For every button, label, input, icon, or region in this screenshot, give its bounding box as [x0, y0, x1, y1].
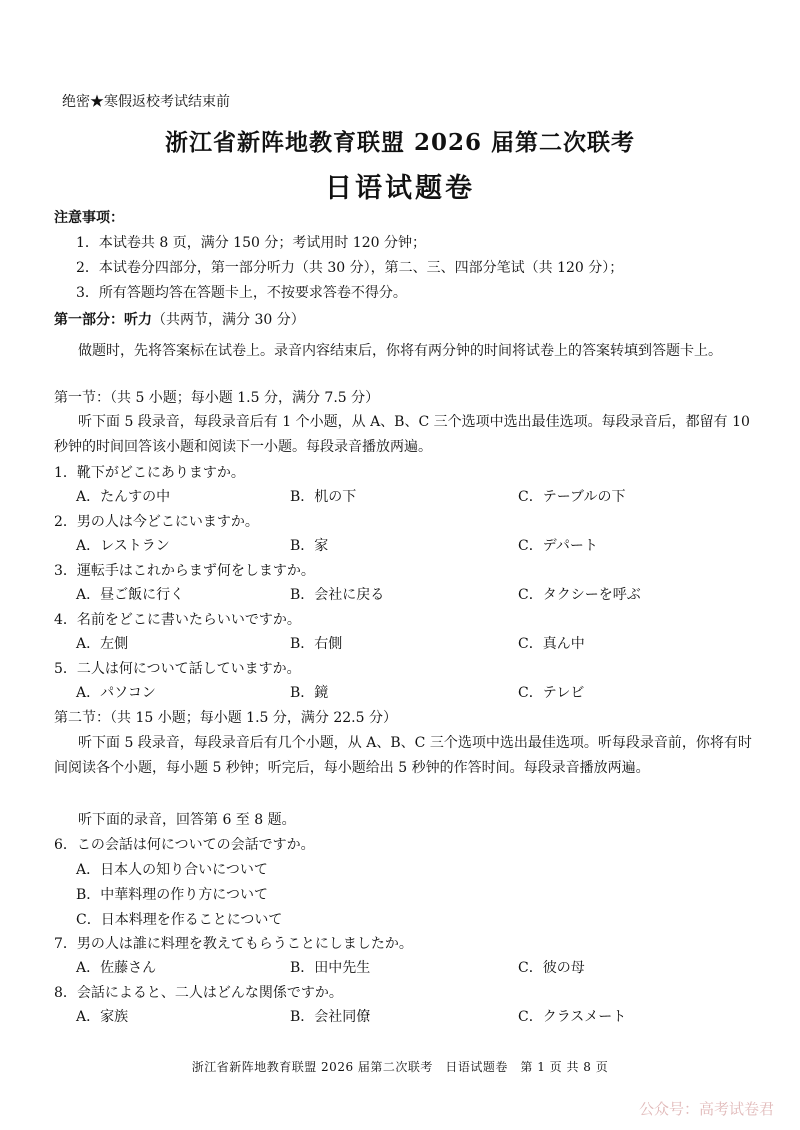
- q8-option-c: C．クラスメート: [518, 1009, 627, 1025]
- question-6: 6．この会話は何についての会話ですか。: [54, 837, 315, 853]
- note-item: 1．本试卷共 8 页，满分 150 分；考试用时 120 分钟；: [76, 235, 426, 251]
- part1-intro: 做题时，先将答案标在试卷上。录音内容结束后，你将有两分钟的时间将试卷上的答案转填到答题卡上。: [78, 343, 722, 359]
- question-7: 7．男の人は誰に料理を教えてもらうことにしましたか。: [54, 936, 413, 952]
- q4-option-b: B．右側: [290, 636, 343, 652]
- note-item: 2．本试卷分四部分，第一部分听力（共 30 分），第二、三、四部分笔试（共 120 分）；: [76, 260, 624, 276]
- q6-option-b: B．中華料理の作り方について: [76, 887, 269, 903]
- q4-option-c: C．真ん中: [518, 636, 585, 652]
- q2-option-b: B．家: [290, 538, 329, 554]
- confidential-label: 绝密★寒假返校考试结束前: [62, 94, 230, 110]
- q2-option-c: C．デパート: [518, 538, 598, 554]
- part1-heading-note: （共两节，满分 30 分）: [152, 312, 305, 328]
- section2-intro: 听下面 5 段录音，每段录音后有几个小题，从 A、B、C 三个选项中选出最佳选项。听每段录音前，你将有时间阅读各个小题，每小题 5 秒钟；听完后，每小题给出 5 秒钟的作答时间。每段录音播放两遍。: [54, 735, 752, 776]
- part1-heading: [54, 310, 305, 330]
- q7-option-b: B．田中先生: [290, 960, 371, 976]
- q1-option-a: A．たんすの中: [76, 489, 171, 505]
- q7-option-a: A．佐藤さん: [76, 960, 157, 976]
- question-4: 4．名前をどこに書いたらいいですか。: [54, 612, 301, 628]
- section1-heading: 第一节：（共 5 小题；每小题 1.5 分，满分 7.5 分）: [54, 390, 380, 406]
- page-footer: 浙江省新阵地教育联盟 2026 届第二次联考 日语试题卷 第 1 页 共 8 页: [191, 1060, 609, 1074]
- note-item: 3．所有答题均答在答题卡上，不按要求答卷不得分。: [76, 285, 407, 301]
- part1-heading-text: 第一部分：听力: [54, 312, 152, 328]
- q4-option-a: A．左側: [76, 636, 129, 652]
- q6-option-c: C．日本料理を作ることについて: [76, 912, 283, 928]
- q3-option-b: B．会社に戻る: [290, 587, 385, 603]
- question-5: 5．二人は何について話していますか。: [54, 661, 301, 677]
- group-intro: 听下面的录音，回答第 6 至 8 题。: [78, 812, 296, 828]
- notes-heading: 注意事项：: [54, 210, 124, 226]
- q1-option-b: B．机の下: [290, 489, 357, 505]
- q7-option-c: C．彼の母: [518, 960, 585, 976]
- question-8: 8．会話によると、二人はどんな関係ですか。: [54, 985, 343, 1001]
- section1-intro: 听下面 5 段录音，每段录音后有 1 个小题，从 A、B、C 三个选项中选出最佳选项。每段录音后，都留有 10 秒钟的时间回答该小题和阅读下一小题。每段录音播放两遍。: [54, 414, 750, 455]
- exam-title: 浙江省新阵地教育联盟 2026 届第二次联考: [164, 129, 636, 156]
- q6-option-a: A．日本人の知り合いについて: [76, 862, 268, 878]
- section2-heading: 第二节：（共 15 小题；每小题 1.5 分，满分 22.5 分）: [54, 710, 397, 726]
- q2-option-a: A．レストラン: [76, 538, 170, 554]
- watermark: 公众号：高考试卷君: [638, 1100, 774, 1118]
- question-3: 3．運転手はこれからまず何をしますか。: [54, 563, 315, 579]
- q5-option-a: A．パソコン: [76, 685, 156, 701]
- q8-option-a: A．家族: [76, 1009, 129, 1025]
- q5-option-b: B．鏡: [290, 685, 329, 701]
- q3-option-c: C．タクシーを呼ぶ: [518, 587, 641, 603]
- q3-option-a: A．昼ご飯に行く: [76, 587, 185, 603]
- q8-option-b: B．会社同僚: [290, 1009, 371, 1025]
- question-2: 2．男の人は今どこにいますか。: [54, 514, 259, 530]
- exam-subtitle: 日语试题卷: [325, 173, 475, 204]
- q1-option-c: C．テーブルの下: [518, 489, 626, 505]
- question-1: 1．靴下がどこにありますか。: [54, 465, 245, 481]
- q5-option-c: C．テレビ: [518, 685, 585, 701]
